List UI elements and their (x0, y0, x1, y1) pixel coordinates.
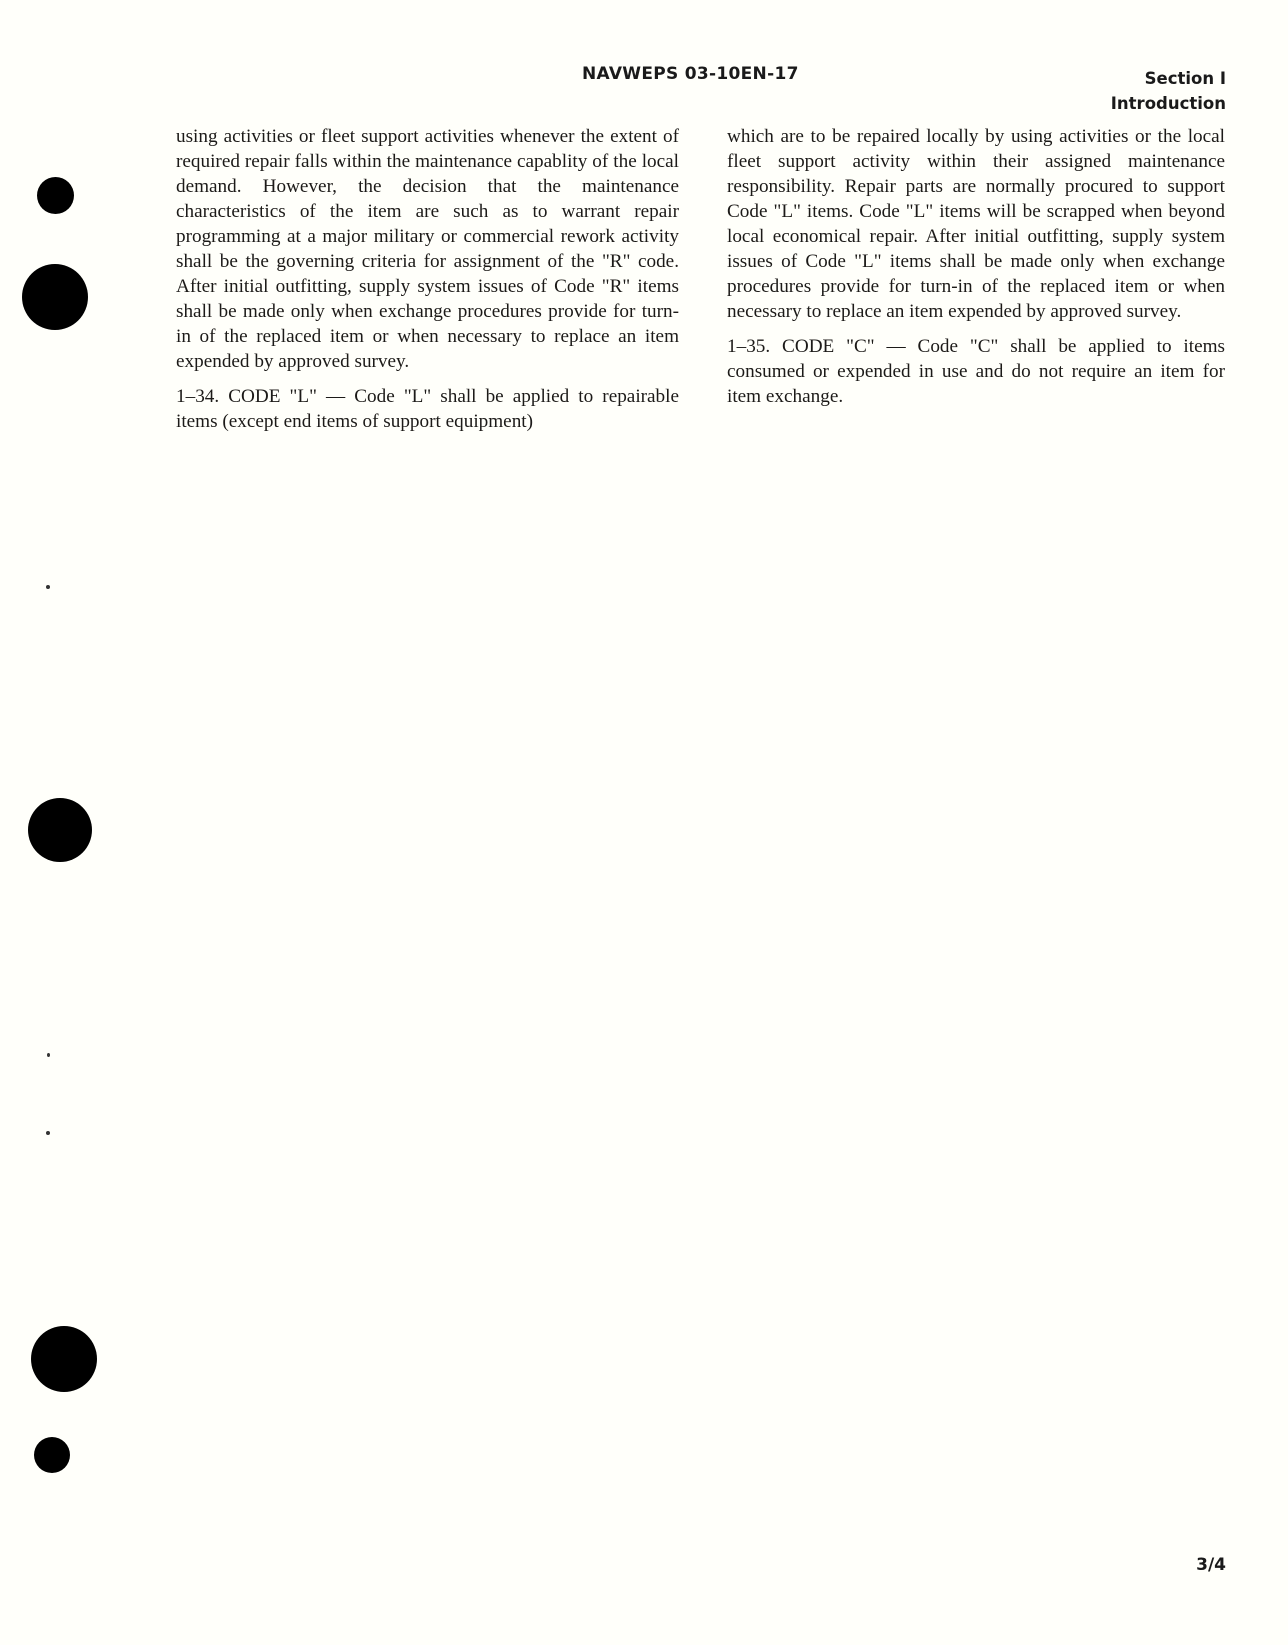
scan-speck (47, 1053, 50, 1057)
paragraph-1-35: 1–35. CODE "C" — Code "C" shall be applied to items consumed or expended in use and do not require an item for item exchange. (727, 336, 1225, 407)
scan-speck (46, 585, 50, 589)
punch-hole (34, 1437, 70, 1473)
paragraph-1-34: 1–34. CODE "L" — Code "L" shall be applied to repairable items (except end items of support equipment) (176, 386, 679, 432)
section-label: Section I (1144, 69, 1226, 88)
paragraph: which are to be repaired locally by using activities or the local fleet support activity within their assigned maintenance responsibility. Repair parts are normally procured to support Code "L" items. Code "L" items will be scrapped when beyond local economical repair. After initial outfitting, supply system issues of Code "L" items shall be made only when exchange procedures provide for turn-in of the replaced item or when necessary to replace an item expended by approved survey. (727, 126, 1225, 322)
scan-speck (46, 1131, 50, 1135)
section-heading (1111, 66, 1226, 116)
punch-hole (22, 264, 88, 330)
paragraph: using activities or fleet support activities whenever the extent of required repair falls within the maintenance capablity of the local demand. However, the decision that the maintenance characteristics of the item are such as to warrant repair programming at a major military or commercial rework activity shall be the governing criteria for assignment of the "R" code. After initial outfitting, supply system issues of Code "R" items shall be made only when exchange procedures provide for turn-in of the replaced item or when necessary to replace an item expended by approved survey. (176, 126, 679, 372)
page-number: 3/4 (1196, 1555, 1226, 1575)
left-column (176, 124, 679, 444)
section-title: Introduction (1110, 94, 1226, 113)
document-number: NAVWEPS 03-10EN-17 (582, 64, 799, 84)
punch-hole (31, 1326, 97, 1392)
right-column (727, 124, 1225, 419)
punch-hole (37, 177, 74, 214)
punch-hole (28, 798, 92, 862)
